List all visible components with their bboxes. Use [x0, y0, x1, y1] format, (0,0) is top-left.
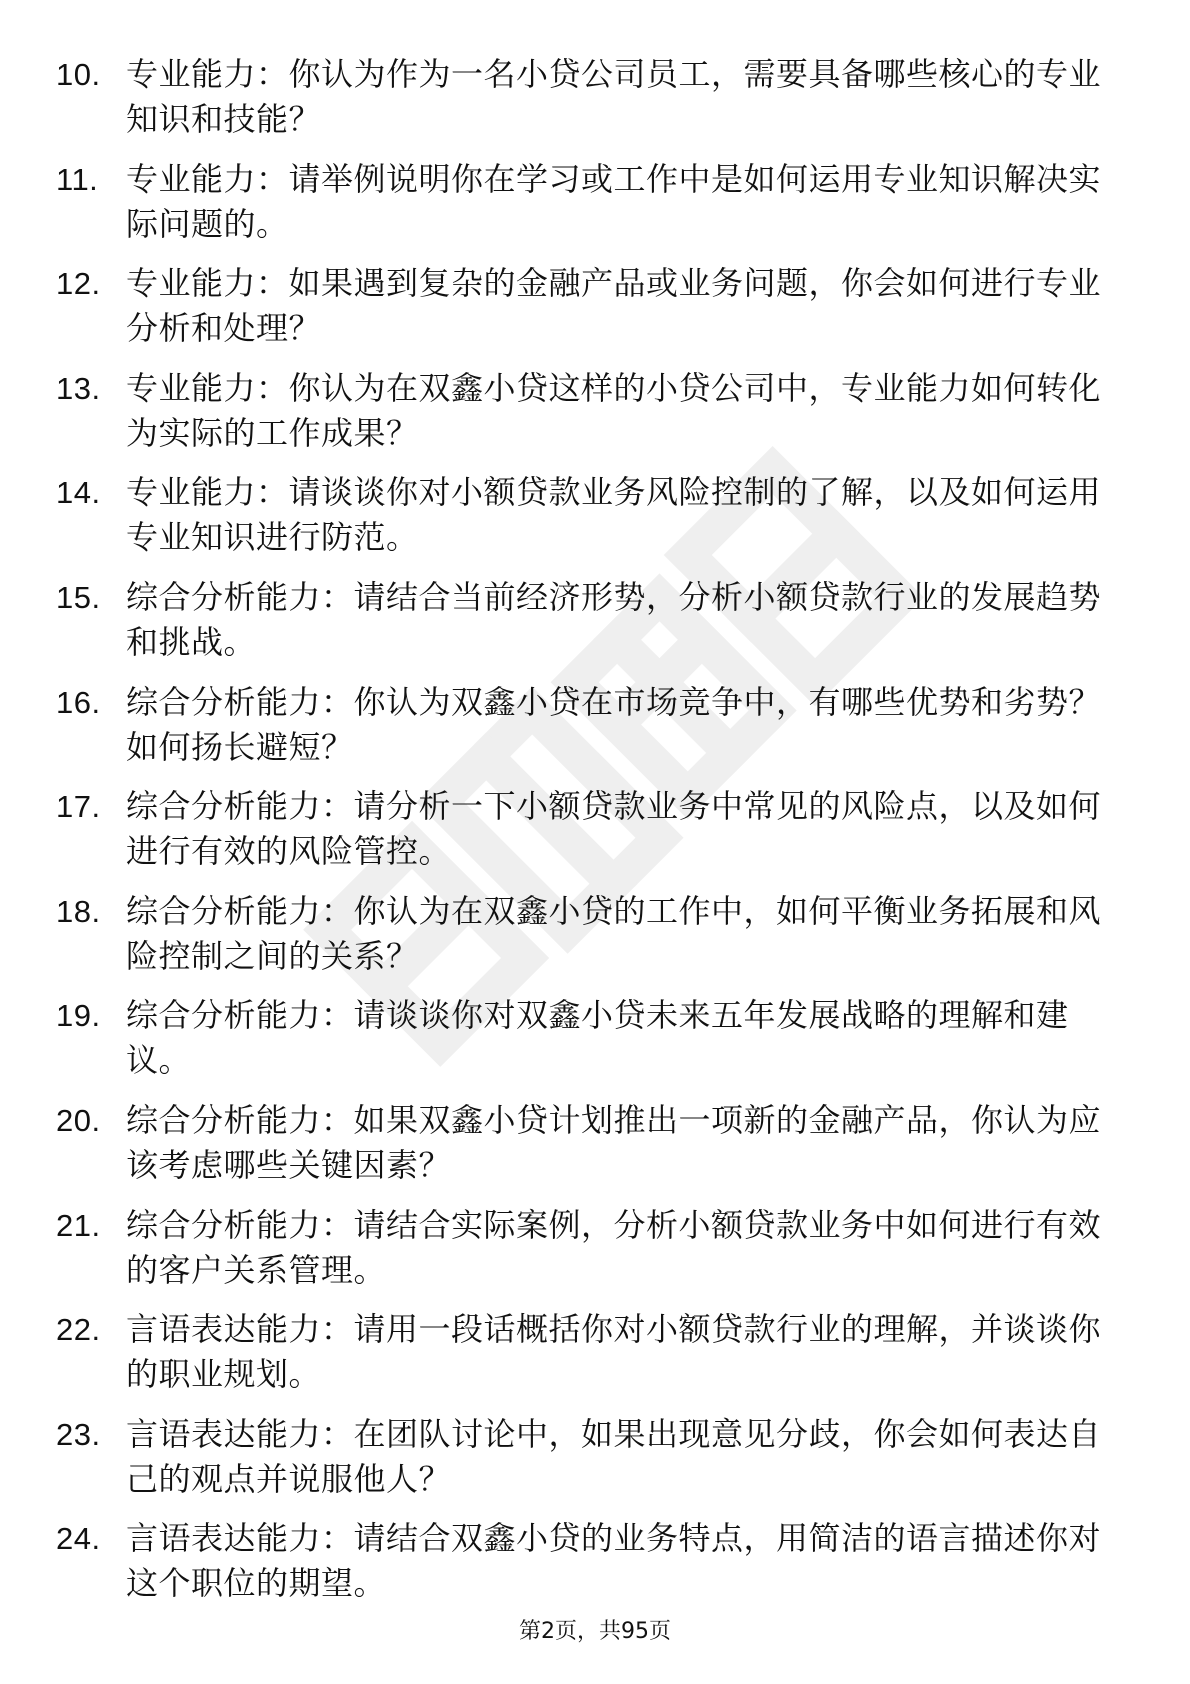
- question-text: 专业能力：你认为在双鑫小贷这样的小贷公司中，专业能力如何转化为实际的工作成果？: [126, 368, 1102, 452]
- question-text: 综合分析能力：如果双鑫小贷计划推出一项新的金融产品，你认为应该考虑哪些关键因素？: [126, 1100, 1102, 1184]
- question-text: 专业能力：请举例说明你在学习或工作中是如何运用专业知识解决实际问题的。: [126, 159, 1102, 243]
- question-text: 综合分析能力：请谈谈你对双鑫小贷未来五年发展战略的理解和建议。: [126, 996, 1069, 1080]
- list-item: [56, 1098, 1116, 1188]
- list-item: [56, 52, 1116, 142]
- page-footer: 第2页，共95页: [519, 1619, 671, 1644]
- question-text: 综合分析能力：请结合当前经济形势，分析小额贷款行业的发展趋势和挑战。: [126, 577, 1102, 661]
- question-number: 16.: [56, 684, 101, 720]
- list-item: [56, 993, 1116, 1083]
- list-item: [56, 1203, 1116, 1293]
- question-list: [56, 52, 1116, 1621]
- question-text: 言语表达能力：请用一段话概括你对小额贷款行业的理解，并谈谈你的职业规划。: [126, 1310, 1102, 1394]
- question-number: 17.: [56, 789, 101, 825]
- question-text: 综合分析能力：你认为在双鑫小贷的工作中，如何平衡业务拓展和风险控制之间的关系？: [126, 891, 1102, 975]
- list-item: [56, 1516, 1116, 1606]
- list-item: [56, 157, 1116, 247]
- list-item: [56, 889, 1116, 979]
- question-text: 言语表达能力：在团队讨论中，如果出现意见分歧，你会如何表达自己的观点并说服他人？: [126, 1414, 1102, 1498]
- question-number: 13.: [56, 370, 101, 406]
- question-number: 22.: [56, 1312, 101, 1348]
- list-item: [56, 366, 1116, 456]
- question-number: 23.: [56, 1416, 101, 1452]
- list-item: [56, 1307, 1116, 1397]
- list-item: [56, 575, 1116, 665]
- question-number: 19.: [56, 998, 101, 1034]
- question-text: 专业能力：如果遇到复杂的金融产品或业务问题，你会如何进行专业分析和处理？: [126, 264, 1102, 348]
- question-text: 专业能力：请谈谈你对小额贷款业务风险控制的了解，以及如何运用专业知识进行防范。: [126, 473, 1102, 557]
- question-number: 24.: [56, 1521, 101, 1557]
- question-text: 言语表达能力：请结合双鑫小贷的业务特点，用简洁的语言描述你对这个职位的期望。: [126, 1519, 1102, 1603]
- question-number: 10.: [56, 57, 101, 92]
- question-number: 15.: [56, 579, 101, 615]
- list-item: [56, 784, 1116, 874]
- question-number: 14.: [56, 475, 101, 511]
- question-number: 18.: [56, 893, 101, 929]
- list-item: [56, 680, 1116, 770]
- question-text: 综合分析能力：请结合实际案例，分析小额贷款业务中如何进行有效的客户关系管理。: [126, 1205, 1102, 1289]
- list-item: [56, 470, 1116, 560]
- question-number: 12.: [56, 266, 101, 302]
- question-text: 专业能力：你认为作为一名小贷公司员工，需要具备哪些核心的专业知识和技能？: [126, 55, 1102, 138]
- question-number: 20.: [56, 1102, 101, 1138]
- list-item: [56, 261, 1116, 351]
- question-text: 综合分析能力：请分析一下小额贷款业务中常见的风险点，以及如何进行有效的风险管控。: [126, 787, 1102, 871]
- question-number: 21.: [56, 1207, 101, 1243]
- list-item: [56, 1412, 1116, 1502]
- question-number: 11.: [56, 161, 99, 197]
- question-text: 综合分析能力：你认为双鑫小贷在市场竞争中，有哪些优势和劣势？如何扬长避短？: [126, 682, 1102, 766]
